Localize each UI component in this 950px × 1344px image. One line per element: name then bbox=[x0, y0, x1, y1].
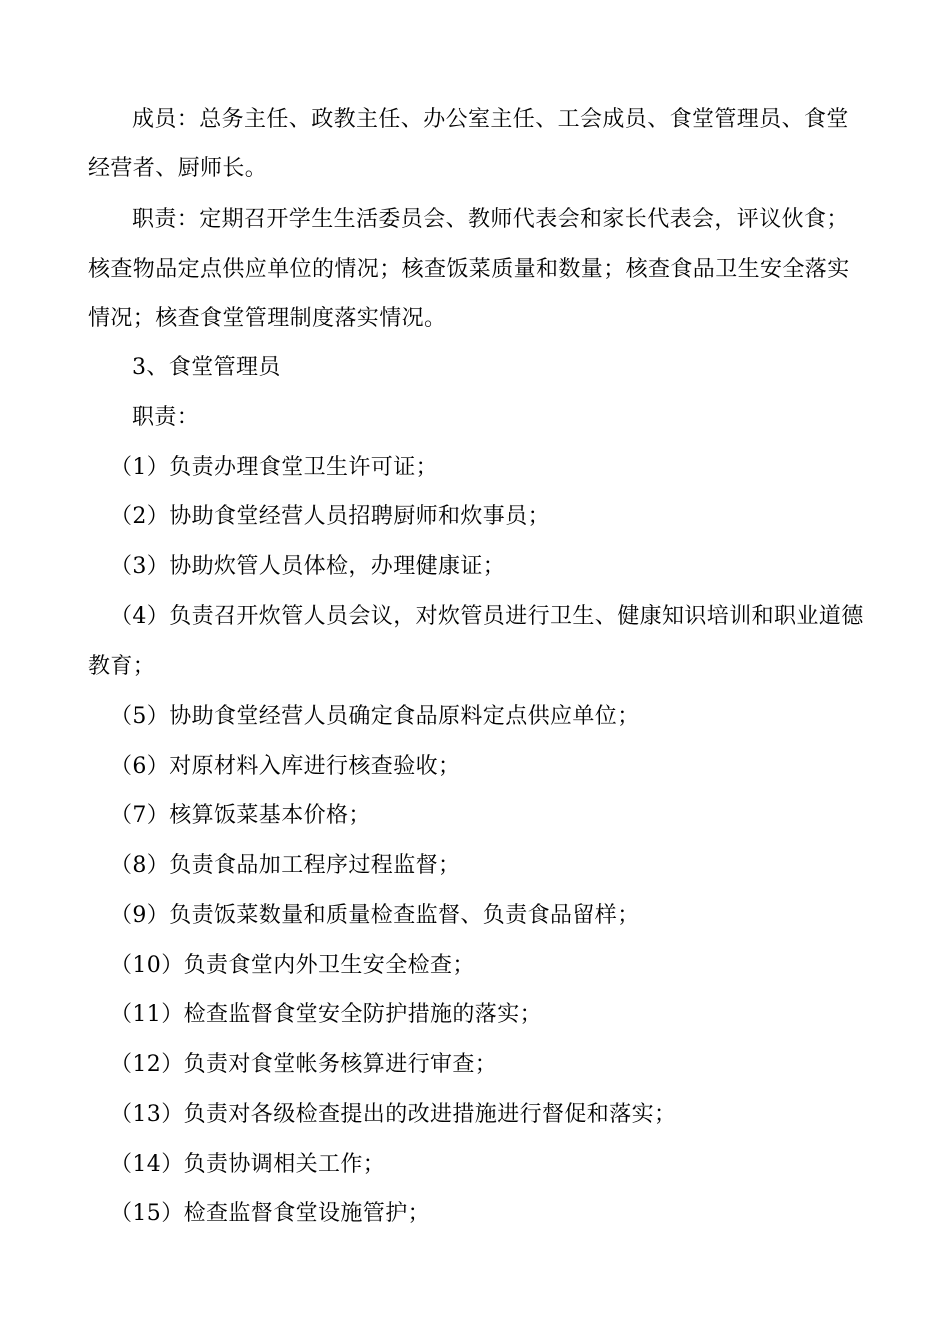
members-line-1: 成员：总务主任、政教主任、办公室主任、工会成员、食堂管理员、食堂 bbox=[132, 107, 849, 132]
duties-line-3: 情况；核查食堂管理制度落实情况。 bbox=[88, 306, 447, 331]
duties-line-1: 职责：定期召开学生生活委员会、教师代表会和家长代表会，评议伙食； bbox=[132, 207, 849, 232]
list-item: （2）协助食堂经营人员招聘厨师和炊事员； bbox=[110, 504, 550, 529]
list-item: （3）协助炊管人员体检，办理健康证； bbox=[110, 554, 506, 579]
list-item: （12）负责对食堂帐务核算进行审查； bbox=[110, 1052, 498, 1077]
members-line-2: 经营者、厨师长。 bbox=[88, 156, 268, 181]
list-item: （11）检查监督食堂安全防护措施的落实； bbox=[110, 1002, 542, 1027]
duties-label: 职责： bbox=[132, 405, 200, 430]
list-item: （7）核算饭菜基本价格； bbox=[110, 803, 371, 828]
list-item: （9）负责饭菜数量和质量检查监督、负责食品留样； bbox=[110, 903, 640, 928]
list-item: （4）负责召开炊管人员会议，对炊管员进行卫生、健康知识培训和职业道德 bbox=[110, 604, 864, 629]
list-item: （15）检查监督食堂设施管护； bbox=[110, 1201, 430, 1226]
duties-line-2: 核查物品定点供应单位的情况；核查饭菜质量和数量；核查食品卫生安全落实 bbox=[88, 257, 850, 282]
list-item: （13）负责对各级检查提出的改进措施进行督促和落实； bbox=[110, 1102, 677, 1127]
list-item: （14）负责协调相关工作； bbox=[110, 1152, 386, 1177]
list-item: （10）负责食堂内外卫生安全检查； bbox=[110, 953, 475, 978]
list-item: （5）协助食堂经营人员确定食品原料定点供应单位； bbox=[110, 704, 640, 729]
list-item-continuation: 教育； bbox=[88, 654, 156, 679]
section-heading: 3、食堂管理员 bbox=[132, 355, 281, 380]
list-item: （1）负责办理食堂卫生许可证； bbox=[110, 455, 438, 480]
list-item: （8）负责食品加工程序过程监督； bbox=[110, 853, 461, 878]
list-item: （6）对原材料入库进行核查验收； bbox=[110, 754, 461, 779]
